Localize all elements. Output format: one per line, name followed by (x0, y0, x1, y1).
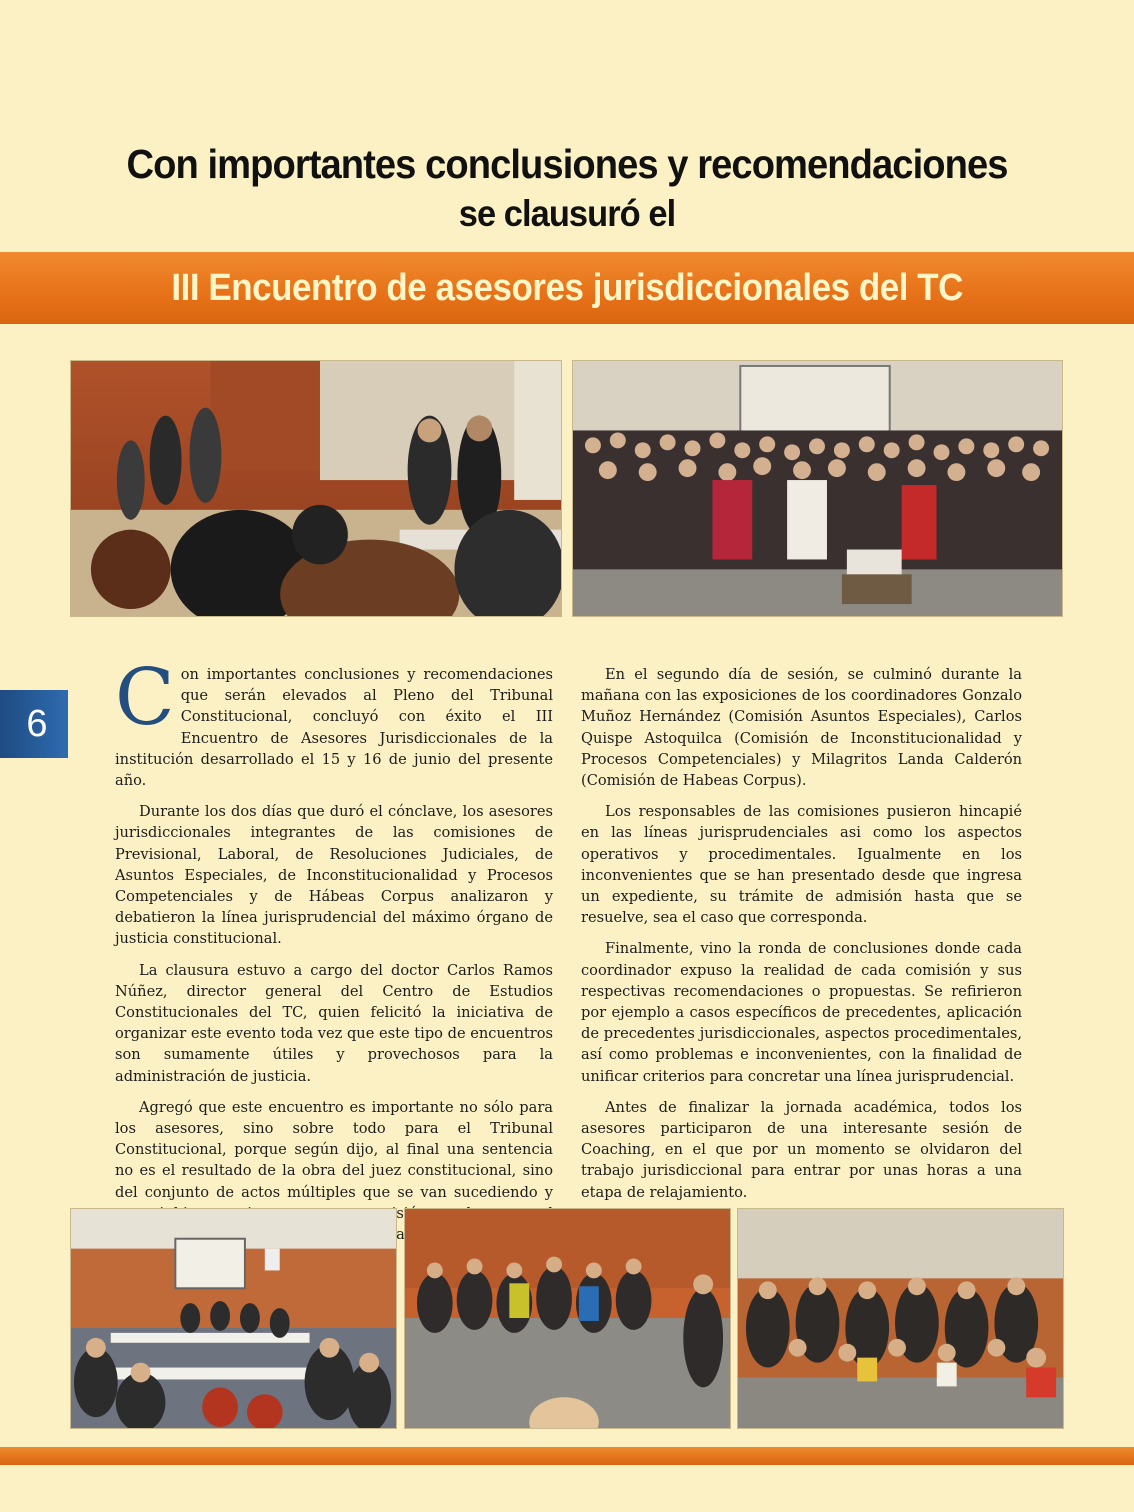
article-paragraph: Durante los dos días que duró el cónclave, los asesores jurisdiccionales integrantes de las comisiones de Previsional, Laboral, de Resoluciones Judiciales, de Asuntos Especiales, de Inconstitucionalidad y Procesos Competenciales y de Hábeas Corpus analizaron y debatieron la línea jurisprudencial del máximo órgano de justicia constitucional. (115, 803, 553, 948)
title-banner (0, 252, 1134, 324)
page-bottom (0, 1465, 1134, 1512)
article-paragraph: Finalmente, vino la ronda de conclusiones donde cada coordinador expuso la realidad de cada comisión y sus respectivas recomendaciones o propuestas. Se refirieron por ejemplo a casos específicos de precedentes, aplicación de precedentes jurisdiccionales, aspectos procedimentales, así como problemas e inconvenientes, con la finalidad de unificar criterios para concretar una línea jurisprudencial. (581, 940, 1022, 1085)
page-number: 6 (26, 703, 48, 745)
article-paragraph: La clausura estuvo a cargo del doctor Carlos Ramos Núñez, director general del Centro de Estudios Constitucionales del TC, quien felicitó la iniciativa de organizar este evento toda vez que este tipo de encuentros son sumamente útiles y provechosos para la administración de justicia. (115, 961, 553, 1085)
article-column-2 (581, 664, 1022, 1213)
standing-crowd-photo (404, 1208, 731, 1429)
meeting-room-speaker-photo (70, 360, 562, 617)
article-paragraph: En el segundo día de sesión, se culminó durante la mañana con las exposiciones de los coordinadores Gonzalo Muñoz Hernández (Comisión Asuntos Especiales), Carlos Quispe Astoquilca (Comisión de Inconstitucionalidad y Procesos Competenciales) y Milagritos Landa Calderón (Comisión de Habeas Corpus). (581, 666, 1022, 790)
article-paragraph: Antes de finalizar la jornada académica, todos los asesores participaron de una interesante sesión de Coaching, en el que por un momento se olvidaron del trabajo jurisdiccional para entrar por unas horas a una etapa de relajamiento. (581, 1098, 1022, 1201)
headline-line-1: Con importantes conclusiones y recomendaciones (126, 141, 1008, 187)
article-paragraph: Agregó que este encuentro es importante no sólo para los asesores, sino sobre todo para el Tribunal Constitucional, porque según dijo, al final una sentencia no es el resultado de la obra del juez constitucional, sino del conjunto de actos múltiples que se van sucediendo y comisión, (115, 1098, 553, 1222)
banner-title: III Encuentro de asesores jurisdiccionales del TC (171, 267, 963, 309)
headline (0, 135, 1134, 235)
group-photo-advisors (572, 360, 1063, 617)
drop-cap: C (115, 653, 175, 743)
article-paragraph: Con importantes conclusiones y recomendaciones que serán elevados al Pleno del Tribunal Constitucional, concluyó con éxito el III Encuentro de Asesores Jurisdiccionales de la institución desarrollado el 15 y 16 de junio del presente año. (115, 653, 553, 790)
footer-bar (0, 1447, 1134, 1465)
headline-line-2: se clausuró el (458, 193, 676, 234)
article-paragraph: Los responsables de las comisiones pusieron hincapié en las líneas jurisprudenciales asi como los aspectos operativos y procedimentales. Igualmente en los inconvenientes que se han presentado desde que ingresa un expediente, su trámite de admisión hasta que se resuelve, sea el caso que corresponda. (581, 803, 1022, 927)
conference-tables-photo (70, 1208, 397, 1429)
article-column-1 (115, 653, 553, 1255)
coaching-group-photo (737, 1208, 1064, 1429)
